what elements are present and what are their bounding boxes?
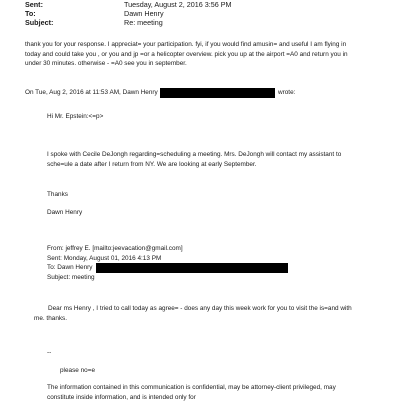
redaction-bar	[160, 88, 275, 98]
to-value: Dawn Henry	[124, 9, 164, 18]
redaction-bar	[96, 263, 288, 273]
original-message	[34, 304, 352, 323]
quoted-body-line: sche=ule a date after I return from NY. We are looking at early September.	[47, 160, 341, 170]
sent-row	[25, 0, 231, 9]
reply-body	[25, 40, 348, 69]
to-row	[25, 9, 164, 18]
original-message-line: me. thanks.	[34, 314, 352, 324]
original-message-line: Dear ms Henry , I tried to call today as agree= - does any day this week work for you to visit the is=and with	[34, 304, 352, 314]
quote-attribution-suffix: wrote:	[278, 88, 295, 98]
subject-row	[25, 18, 163, 27]
reply-line: today and could take you , or you and jp =or a helicopter overview. pick you up at the airport =A0 and return you in	[25, 50, 348, 60]
sent-label: Sent:	[25, 0, 124, 9]
disclaimer-line: The information contained in this communication is confidential, may be attorney-client privileged, may	[47, 383, 336, 393]
quoted-greeting: Hi Mr. Epstein:<=p>	[47, 112, 103, 122]
closing-dashes: --	[47, 348, 51, 358]
quoted-body-line: I spoke with Cecile DeJongh regarding=scheduling a meeting. Mrs. DeJongh will contact my assistant to	[47, 150, 341, 160]
forwarded-subject: Subject: meeting	[47, 273, 183, 283]
quoted-body	[47, 150, 341, 169]
subject-label: Subject:	[25, 18, 124, 27]
subject-value: Re: meeting	[124, 18, 163, 27]
closing-note: please no=e	[60, 366, 95, 376]
quoted-thanks: Thanks	[47, 190, 68, 200]
disclaimer-line: constitute inside information, and is intended only for	[47, 393, 336, 402]
forwarded-from: From: jeffrey E. [mailto:jeevacation@gmail.com]	[47, 244, 183, 254]
to-label: To:	[25, 9, 124, 18]
sent-value: Tuesday, August 2, 2016 3:56 PM	[124, 0, 231, 9]
forwarded-sent: Sent: Monday, August 01, 2016 4:13 PM	[47, 254, 183, 264]
reply-line: thank you for your response. I appreciat= your participation. fyi, if you would find amusin= and useful I am flying in	[25, 40, 348, 50]
quoted-signature: Dawn Henry	[47, 208, 82, 218]
forwarded-to: To: Dawn Henry	[47, 263, 183, 273]
quote-attribution-prefix: On Tue, Aug 2, 2016 at 11:53 AM, Dawn Henry	[25, 88, 158, 98]
reply-line: under 30 minutes. otherwise - =A0 see you in september.	[25, 59, 348, 69]
disclaimer	[47, 383, 336, 402]
